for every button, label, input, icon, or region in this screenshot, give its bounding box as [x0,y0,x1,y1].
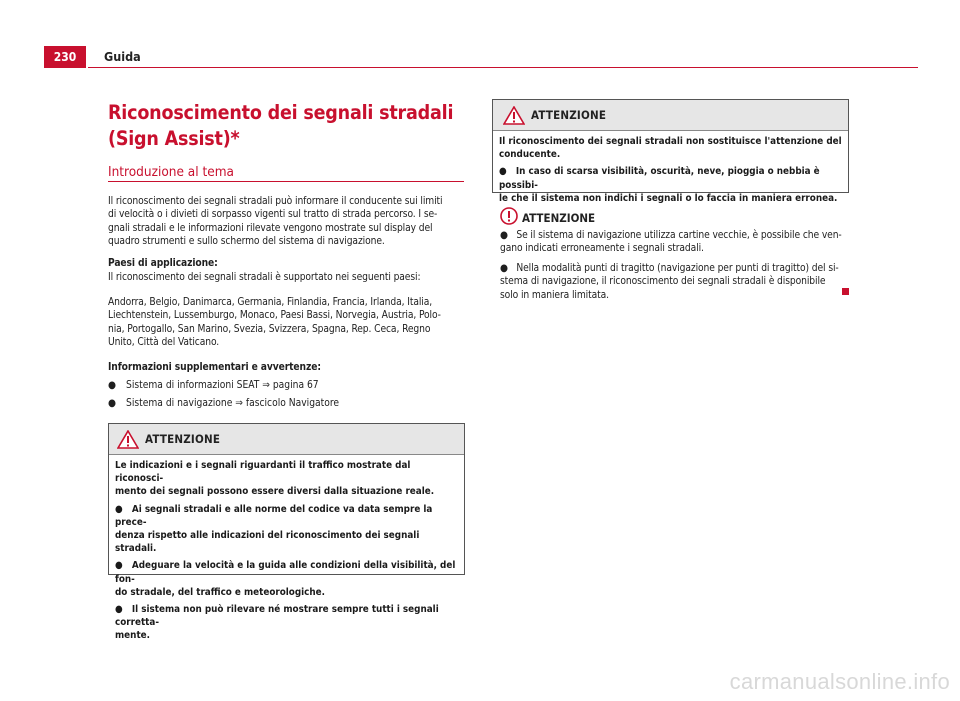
warning-bullet: ● Adeguare la velocità e la guida alle condizioni della visibilità, del fon- do stradale, del traffico e meteorologiche. [115,560,456,598]
text-line: Il riconoscimento dei segnali stradali può informare il conducente sui limiti [108,196,443,207]
bullet-icon: ● [115,560,132,572]
bullet-icon: ● [108,398,116,409]
warning-header [493,100,848,131]
subtitle-rule [108,181,464,182]
warning-bullet: ● Ai segnali stradali e alle norme del codice va data sempre la prece- denza rispetto alle indicazioni del riconoscimento dei segnali stradali. [115,503,433,555]
title-line-1: Riconoscimento dei segnali stradali [108,101,454,124]
notice-label: ATTENZIONE [522,211,596,225]
header-rule [88,67,918,68]
watermark: carmanualsonline.info [729,669,950,694]
bullet-icon: ● [500,263,517,274]
warning-label: ATTENZIONE [145,432,221,446]
bullet-icon: ● [108,380,116,391]
text-line: conducente. [499,149,561,161]
page-title [108,100,468,152]
warning-label: ATTENZIONE [531,108,607,122]
notice-icon [500,207,518,225]
countries-list [108,296,468,350]
text-line: gnali stradali e le informazioni rilevate vengono mostrate sul display del [108,222,433,234]
notice-bullet: ● Se il sistema di navigazione utilizza cartine vecchie, è possibile che ven- gano indicati erroneamente i segnali stradali. [500,230,842,255]
text-line: nia, Portogallo, San Marino, Svezia, Svizzera, Spagna, Rep. Ceca, Regno [108,323,431,335]
warning-triangle-icon [117,430,139,449]
intro-paragraph [108,195,468,249]
bullet-icon: ● [115,604,132,616]
text-line: quadro strumenti e sullo schermo del sistema di navigazione. [108,236,385,248]
section-end-marker [842,288,849,295]
page-number: 230 [44,46,86,68]
countries-heading: Paesi di applicazione: [108,258,218,269]
warning-triangle-icon [503,106,525,125]
warning-header [109,424,464,455]
text-line: Le indicazioni e i segnali riguardanti il traffico mostrate dal riconosci- [115,460,411,485]
warning-box [492,99,849,204]
warning-bullet: ● In caso di scarsa visibilità, oscurità, neve, pioggia o nebbia è possibi- le che il sistema non indichi i segnali o lo faccia in maniera erronea. [499,166,838,204]
notice-bullet: ● Nella modalità punti di tragitto (navigazione per punti di tragitto) del si- stema di navigazione, il riconoscimento dei segnali stradali è disponibile solo in maniera limitata. [500,263,839,301]
warning-box [108,423,465,642]
info-heading: Informazioni supplementari e avvertenze: [108,362,321,373]
section-title: Guida [104,49,141,64]
subtitle: Introduzione al tema [108,164,234,180]
bullet-icon: ● [500,230,517,241]
text-line: di velocità o i divieti di sorpasso vigenti sul tratto di strada percorso. I se- [108,209,438,221]
text-line: Il riconoscimento dei segnali stradali non sostituisce l'attenzione del [499,136,842,147]
text-line: mento dei segnali possono essere diversi dalla situazione reale. [115,486,435,498]
bullet-icon: ● [499,166,516,178]
text-line: Andorra, Belgio, Danimarca, Germania, Finlandia, Francia, Irlanda, Italia, [108,297,433,308]
bullet-icon: ● [115,503,132,515]
warning-body [493,131,848,213]
warning-body [109,455,464,651]
countries-intro: Il riconoscimento dei segnali stradali è supportato nei seguenti paesi: [108,272,421,283]
text-line: Unito, Città del Vaticano. [108,337,220,349]
text-line: Liechtenstein, Lussemburgo, Monaco, Paesi Bassi, Norvegia, Austria, Polo- [108,310,441,322]
warning-bullet: ● Il sistema non può rilevare né mostrare sempre tutti i segnali corretta- mente. [115,604,439,642]
title-line-2: (Sign Assist)* [108,127,240,150]
